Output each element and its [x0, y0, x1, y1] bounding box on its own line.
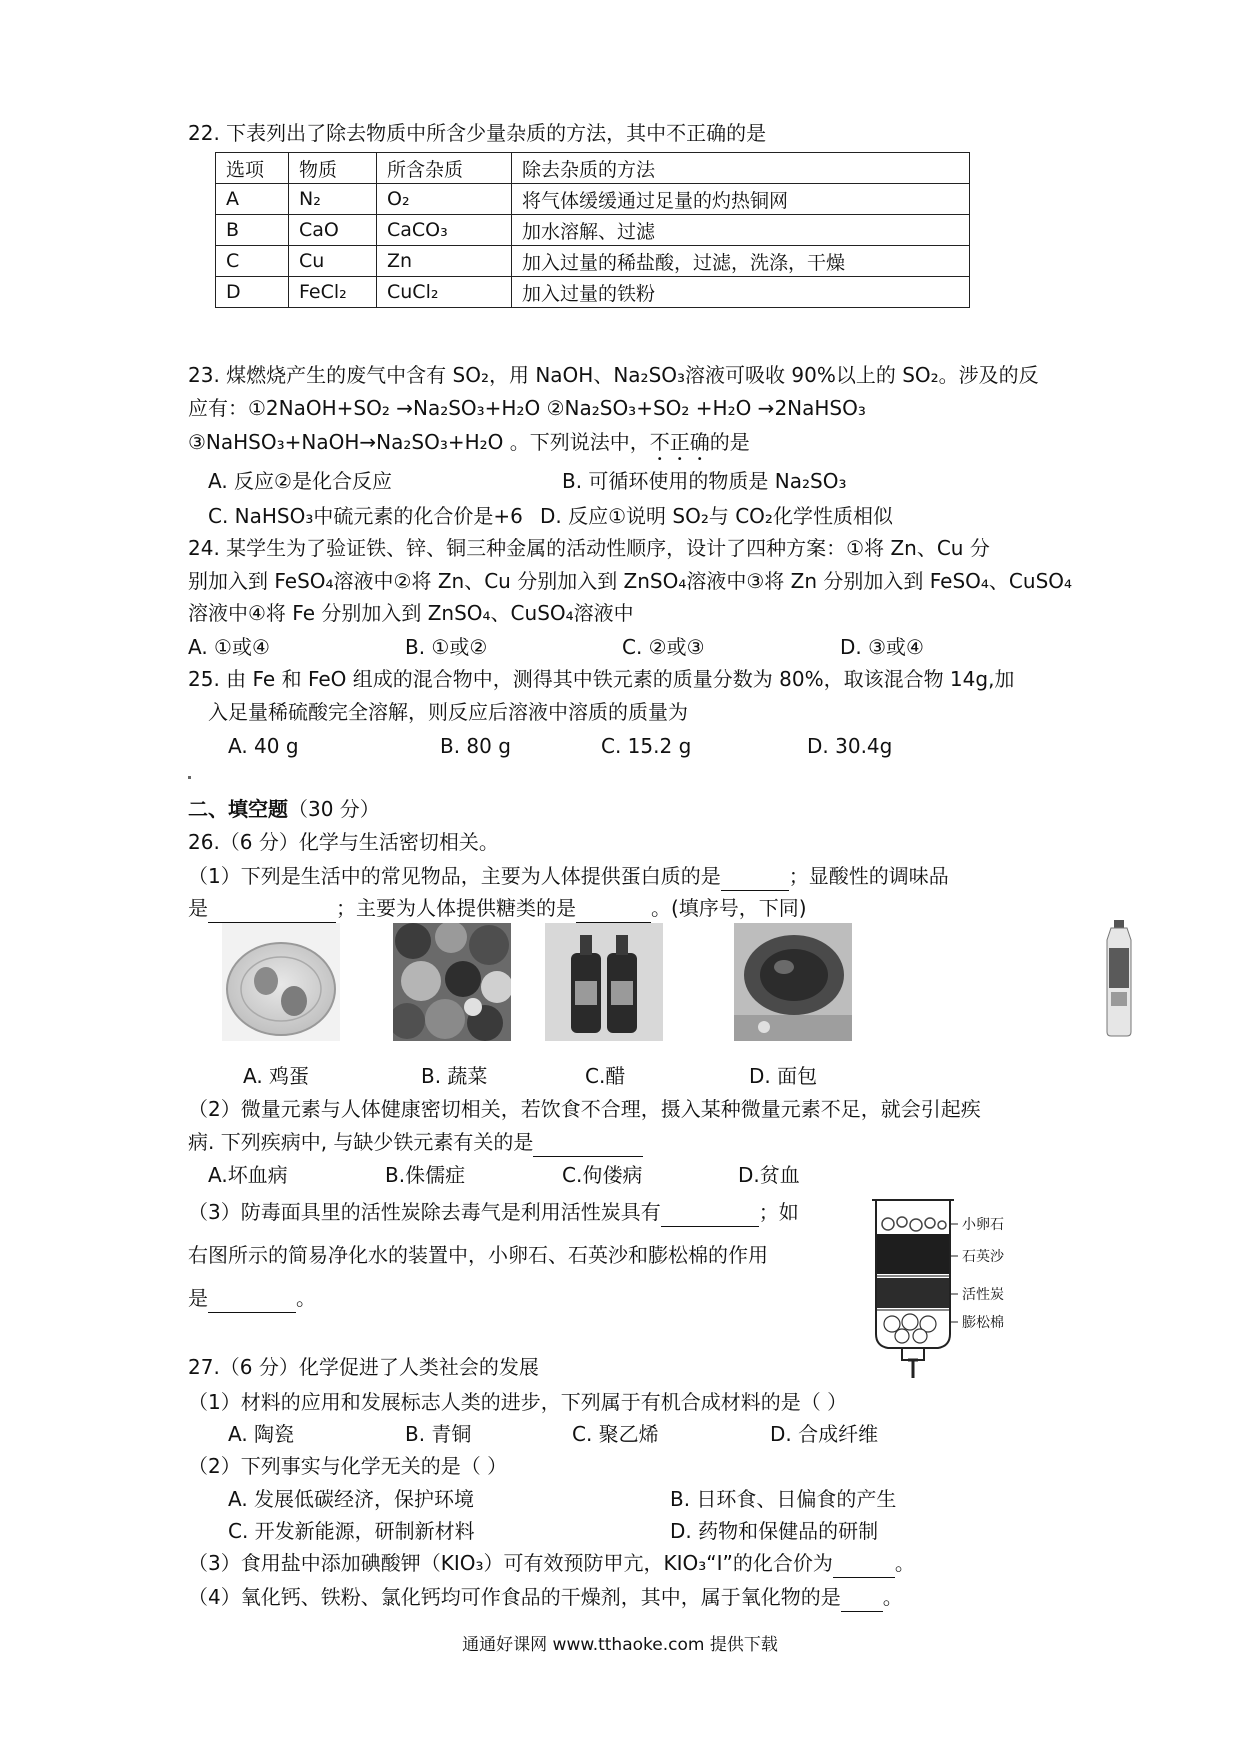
q27-p4-end: 。 — [882, 1585, 903, 1609]
header-cell: 选项 — [216, 153, 289, 184]
table-row — [216, 184, 970, 215]
q23-line3-part1: ③NaHSO₃+NaOH→Na₂SO₃+H₂O 。下列说法中， — [188, 430, 650, 454]
caption-d: D. 面包 — [749, 1064, 818, 1088]
stray-dot — [188, 776, 191, 779]
q23-line3 — [188, 427, 750, 465]
table-row — [216, 277, 970, 308]
q26-p3-text1: （3）防毒面具里的活性炭除去毒气是利用活性炭具有 — [188, 1200, 661, 1224]
q24-option-a: A. ①或④ — [188, 635, 270, 659]
table-cell: Cu — [289, 246, 377, 277]
q26-p2-option-a: A.坏血病 — [208, 1163, 288, 1187]
q27-p4-text: （4）氧化钙、铁粉、氯化钙均可作食品的干燥剂，其中，属于氧化物的是 — [188, 1585, 841, 1609]
caption-b: B. 蔬菜 — [421, 1064, 488, 1088]
q27-p2: （2）下列事实与化学无关的是（ ） — [188, 1454, 508, 1478]
table-cell: 加入过量的铁粉 — [512, 277, 970, 308]
q26-p1-text2: ；显酸性的调味品 — [788, 864, 949, 888]
q26-p1-line2 — [188, 893, 807, 923]
q24-option-d: D. ③或④ — [840, 635, 924, 659]
caption-a: A. 鸡蛋 — [243, 1064, 310, 1088]
vegetables-image — [393, 923, 511, 1041]
q27-p3-end: 。 — [894, 1551, 915, 1575]
q26-title: 26.（6 分）化学与生活密切相关。 — [188, 830, 499, 854]
q27-p1-option-a: A. 陶瓷 — [228, 1422, 295, 1446]
bottle-image — [1103, 920, 1135, 1038]
table-row — [216, 246, 970, 277]
filter-label-pebbles: 小卵石 — [962, 1217, 1004, 1233]
q27-p1-option-d: D. 合成纤维 — [770, 1422, 879, 1446]
q27-p2-option-a: A. 发展低碳经济，保护环境 — [228, 1487, 475, 1511]
q26-p2-option-c: C.佝偻病 — [562, 1163, 643, 1187]
table-cell: FeCl₂ — [289, 277, 377, 308]
answer-blank[interactable] — [721, 868, 789, 891]
answer-blank[interactable] — [576, 900, 651, 923]
q24-option-b: B. ①或② — [405, 635, 488, 659]
table-cell: D — [216, 277, 289, 308]
filter-label-sand: 石英沙 — [962, 1249, 1004, 1265]
caption-c: C.醋 — [585, 1064, 626, 1088]
q26-p3-text3: 是 — [188, 1286, 208, 1310]
q26-p2-line2 — [188, 1127, 643, 1157]
table-cell: CuCl₂ — [377, 277, 512, 308]
q26-p1-text5: 。(填序号，下同) — [651, 896, 807, 920]
q25-line2: 入足量稀硫酸完全溶解，则反应后溶液中溶质的质量为 — [208, 700, 688, 724]
q26-p3-line1 — [188, 1197, 799, 1227]
q25-option-d: D. 30.4g — [807, 734, 893, 758]
answer-blank[interactable] — [833, 1555, 895, 1578]
table-cell: 将气体缓缓通过足量的灼热铜网 — [512, 184, 970, 215]
q27-p2-option-c: C. 开发新能源，研制新材料 — [228, 1519, 475, 1543]
table-row — [216, 215, 970, 246]
q23-option-c: C. NaHSO₃中硫元素的化合价是+6 — [208, 504, 523, 528]
q27-p1: （1）材料的应用和发展标志人类的进步，下列属于有机合成材料的是（ ） — [188, 1390, 848, 1414]
q27-p1-option-c: C. 聚乙烯 — [572, 1422, 659, 1446]
table-cell: O₂ — [377, 184, 512, 215]
q22-table — [215, 152, 970, 308]
q24-option-c: C. ②或③ — [622, 635, 705, 659]
water-filter-diagram — [868, 1196, 958, 1386]
table-cell: CaCO₃ — [377, 215, 512, 246]
q23-line3-part3: 的是 — [709, 430, 750, 454]
section2-title: 二、填空题 — [188, 797, 288, 821]
q23-emphasis: 不正确 — [649, 430, 710, 454]
table-cell: C — [216, 246, 289, 277]
table-cell: A — [216, 184, 289, 215]
answer-blank[interactable] — [533, 1134, 643, 1157]
table-cell: N₂ — [289, 184, 377, 215]
q24-line1: 24. 某学生为了验证铁、锌、铜三种金属的活动性顺序，设计了四种方案：①将 Zn、Cu 分 — [188, 536, 990, 560]
q25-line1: 25. 由 Fe 和 FeO 组成的混合物中，测得其中铁元素的质量分数为 80%，取该混合物 14g,加 — [188, 667, 1015, 691]
bread-image — [734, 923, 852, 1041]
q22-stem: 22. 下表列出了除去物质中所含少量杂质的方法，其中不正确的是 — [188, 121, 767, 145]
header-cell: 物质 — [289, 153, 377, 184]
filter-label-carbon: 活性炭 — [962, 1287, 1004, 1303]
q26-p3-text4: 。 — [296, 1286, 316, 1310]
q26-p1-text1: （1）下列是生活中的常见物品，主要为人体提供蛋白质的是 — [188, 864, 721, 888]
q25-option-a: A. 40 g — [228, 734, 299, 758]
q27-p4 — [188, 1582, 903, 1612]
table-cell: CaO — [289, 215, 377, 246]
q26-p1-line1 — [188, 861, 949, 891]
q26-p2-text: 病. 下列疾病中, 与缺少铁元素有关的是 — [188, 1130, 534, 1154]
q27-p2-option-d: D. 药物和保健品的研制 — [670, 1519, 879, 1543]
table-cell: B — [216, 215, 289, 246]
table-cell: 加水溶解、过滤 — [512, 215, 970, 246]
answer-blank[interactable] — [661, 1204, 759, 1227]
table-header-row — [216, 153, 970, 184]
q23-option-d: D. 反应①说明 SO₂与 CO₂化学性质相似 — [540, 504, 893, 528]
q27-p1-option-b: B. 青铜 — [405, 1422, 472, 1446]
answer-blank[interactable] — [208, 1290, 296, 1313]
q25-option-b: B. 80 g — [440, 734, 511, 758]
q27-p3 — [188, 1548, 915, 1578]
q23-line2: 应有：①2NaOH+SO₂ →Na₂SO₃+H₂O ②Na₂SO₃+SO₂ +H₂O →2NaHSO₃ — [188, 396, 866, 420]
q26-p2-option-b: B.侏儒症 — [385, 1163, 466, 1187]
q27-p3-text: （3）食用盐中添加碘酸钾（KIO₃）可有效预防甲亢，KIO₃“I”的化合价为 — [188, 1551, 833, 1575]
q25-option-c: C. 15.2 g — [601, 734, 692, 758]
page-footer: 通通好课网 www.tthaoke.com 提供下载 — [462, 1635, 778, 1655]
header-cell: 所含杂质 — [377, 153, 512, 184]
q26-p1-text4: ；主要为人体提供糖类的是 — [336, 896, 576, 920]
header-cell: 除去杂质的方法 — [512, 153, 970, 184]
q23-option-b: B. 可循环使用的物质是 Na₂SO₃ — [562, 469, 847, 493]
q26-p1-text3: 是 — [188, 896, 208, 920]
q26-p2-option-d: D.贫血 — [738, 1163, 800, 1187]
q27-p2-option-b: B. 日环食、日偏食的产生 — [670, 1487, 897, 1511]
q24-line2: 别加入到 FeSO₄溶液中②将 Zn、Cu 分别加入到 ZnSO₄溶液中③将 Zn 分别加入到 FeSO₄、CuSO₄ — [188, 569, 1073, 593]
section2-heading — [188, 794, 380, 824]
table-cell: 加入过量的稀盐酸，过滤，洗涤，干燥 — [512, 246, 970, 277]
q26-p2-line1: （2）微量元素与人体健康密切相关，若饮食不合理，摄入某种微量元素不足，就会引起疾 — [188, 1097, 981, 1121]
q24-line3: 溶液中④将 Fe 分别加入到 ZnSO₄、CuSO₄溶液中 — [188, 601, 634, 625]
q23-line1: 23. 煤燃烧产生的废气中含有 SO₂，用 NaOH、Na₂SO₃溶液可吸收 90%以上的 SO₂。涉及的反 — [188, 363, 1039, 387]
q26-p3-line2: 右图所示的简易净化水的装置中，小卵石、石英沙和膨松棉的作用 — [188, 1243, 768, 1267]
answer-blank[interactable] — [208, 900, 336, 923]
q26-p3-text2: ；如 — [758, 1200, 799, 1224]
egg-image — [222, 923, 340, 1041]
vinegar-image — [545, 923, 663, 1041]
answer-blank[interactable] — [841, 1589, 883, 1612]
q26-p3-line3 — [188, 1283, 316, 1313]
q27-title: 27.（6 分）化学促进了人类社会的发展 — [188, 1355, 539, 1379]
section2-score: （30 分） — [288, 797, 380, 821]
q23-option-a: A. 反应②是化合反应 — [208, 469, 392, 493]
table-cell: Zn — [377, 246, 512, 277]
filter-label-cotton: 膨松棉 — [962, 1315, 1004, 1331]
